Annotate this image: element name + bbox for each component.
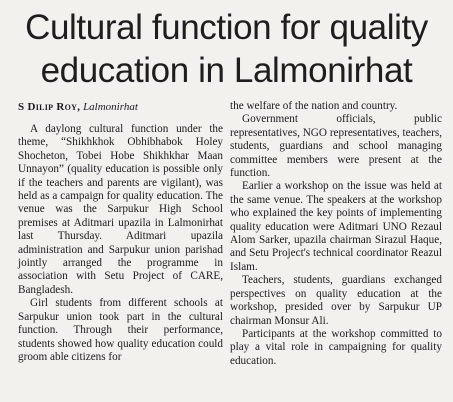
byline (18, 100, 138, 114)
article-column-right (230, 100, 442, 368)
paragraph: Girl students from different schools at Sarpukur union took part in the cultural function. Through their performance, students showed how quality education could groom able citizens for (18, 297, 223, 363)
article-column-left (18, 123, 223, 364)
byline-author: S Dilip Roy, (18, 101, 81, 113)
paragraph: the welfare of the nation and country. (230, 100, 398, 112)
article-headline (0, 6, 453, 92)
paragraph: Government officials, public representatives, NGO representatives, teachers, students, guardians and school managing committee members were present at the function. (230, 113, 442, 180)
headline-line-2: education in Lalmonirhat (40, 51, 413, 90)
paragraph: A daylong cultural function under the theme, “Shikhkhok Obhibhabok Holey Shocheton, Tobei Hobe Shikhkhar Maan Unnayon” (quality education is possible only if the teachers and parents are vigilant), was held as a campaign for quality education. The venue was the Sarpukur High School premises at Aditmari upazila in Lalmonirhat last Thursday. Aditmari upazila administration and Sarpukur union parishad jointly arranged the programme in association with Setu Project of CARE, Bangladesh. (18, 123, 223, 296)
paragraph: Participants at the workshop committed to play a vital role in campaigning for quality education. (230, 327, 442, 367)
paragraph: Teachers, students, guardians exchanged perspectives on quality education at the workshop, presided over by Sarpukur UP chairman Monsur Ali. (230, 274, 442, 327)
headline-line-1: Cultural function for quality (25, 8, 428, 47)
paragraph: Earlier a workshop on the issue was held at the same venue. The speakers at the workshop who explained the key points of implementing quality education were Aditmari UNO Rezaul Alom Sarker, upazila chairman Sirazul Haque, and Setu Project's technical coordinator Reazul Islam. (230, 180, 442, 273)
byline-location: Lalmonirhat (83, 101, 138, 113)
